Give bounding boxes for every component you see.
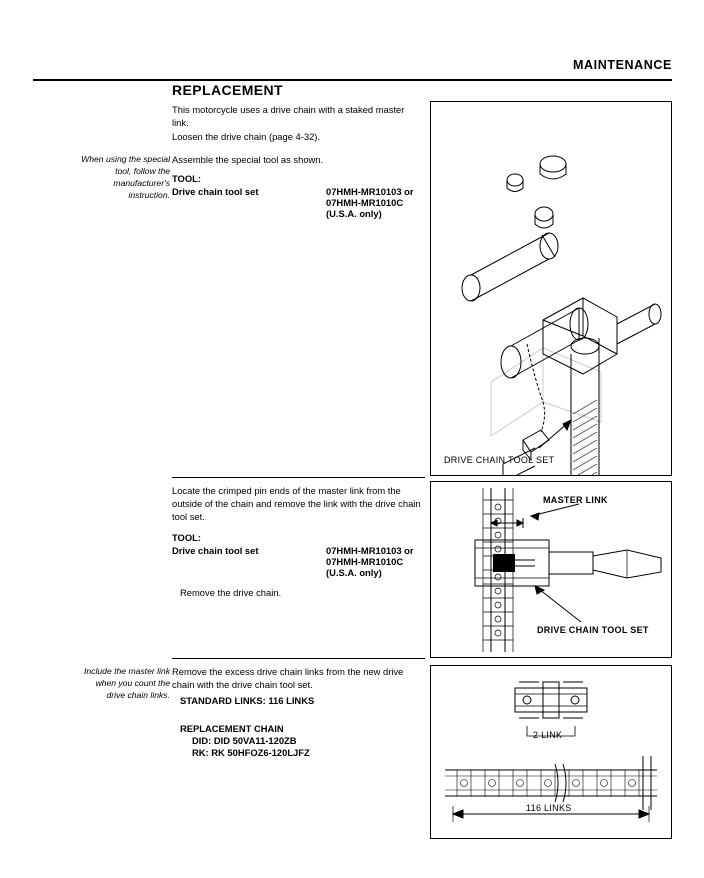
- figure-master-link-removal: [430, 481, 672, 658]
- page-title: REPLACEMENT: [172, 82, 283, 98]
- header-divider: [33, 79, 672, 81]
- block2-tool-label: TOOL:: [172, 532, 201, 543]
- block2-tool-number-2: 07HMH-MR1010C: [326, 556, 404, 567]
- page-header-title: MAINTENANCE: [573, 58, 672, 72]
- figure-1-caption: DRIVE CHAIN TOOL SET: [444, 455, 555, 465]
- block3-standard-links: STANDARD LINKS: 116 LINKS: [180, 695, 315, 706]
- figure-chain-links: [430, 665, 672, 839]
- block1-margin-note: When using the special tool, follow the manufacturer's instruction.: [81, 154, 170, 200]
- block1-tool-name: Drive chain tool set: [172, 186, 259, 197]
- block1-tool-number-1: 07HMH-MR10103 or: [326, 186, 414, 197]
- block1-paragraph-2: Loosen the drive chain (page 4-32).: [172, 131, 321, 142]
- block2-divider: [172, 658, 425, 659]
- block1-divider: [172, 477, 425, 478]
- figure-1-drawing: [431, 102, 671, 475]
- block1-tool-number-3: (U.S.A. only): [326, 208, 382, 219]
- callout-drive-chain-tool-set: DRIVE CHAIN TOOL SET: [537, 625, 649, 635]
- callout-116-links: 116 LINKS: [523, 803, 575, 813]
- callout-2-link: 2 LINK: [533, 730, 563, 740]
- callout-master-link: MASTER LINK: [543, 495, 608, 505]
- block1-paragraph-1: This motorcycle uses a drive chain with a staked master link.: [172, 104, 405, 128]
- block2-paragraph-2: Remove the drive chain.: [180, 587, 282, 598]
- block2-tool-number-1: 07HMH-MR10103 or: [326, 545, 414, 556]
- block3-replacement-rk: RK: RK 50HFOZ6-120LJFZ: [192, 747, 310, 758]
- block3-paragraph-1: Remove the excess drive chain links from the new drive chain with the drive chain tool set.: [172, 666, 404, 690]
- block3-replacement-did: DID: DID 50VA11-120ZB: [192, 735, 297, 746]
- figure-drive-chain-tool-set: [430, 101, 672, 476]
- block2-tool-number-3: (U.S.A. only): [326, 567, 382, 578]
- block2-tool-name: Drive chain tool set: [172, 545, 259, 556]
- block2-paragraph-1: Locate the crimped pin ends of the master link from the outside of the chain and remove the link with the drive chain tool set.: [172, 485, 421, 522]
- block1-tool-number-2: 07HMH-MR1010C: [326, 197, 404, 208]
- block3-replacement-heading: REPLACEMENT CHAIN: [180, 723, 284, 734]
- block3-margin-note: Include the master link when you count the drive chain links.: [84, 666, 170, 700]
- block1-tool-label: TOOL:: [172, 173, 201, 184]
- block1-paragraph-3: Assemble the special tool as shown.: [172, 154, 324, 165]
